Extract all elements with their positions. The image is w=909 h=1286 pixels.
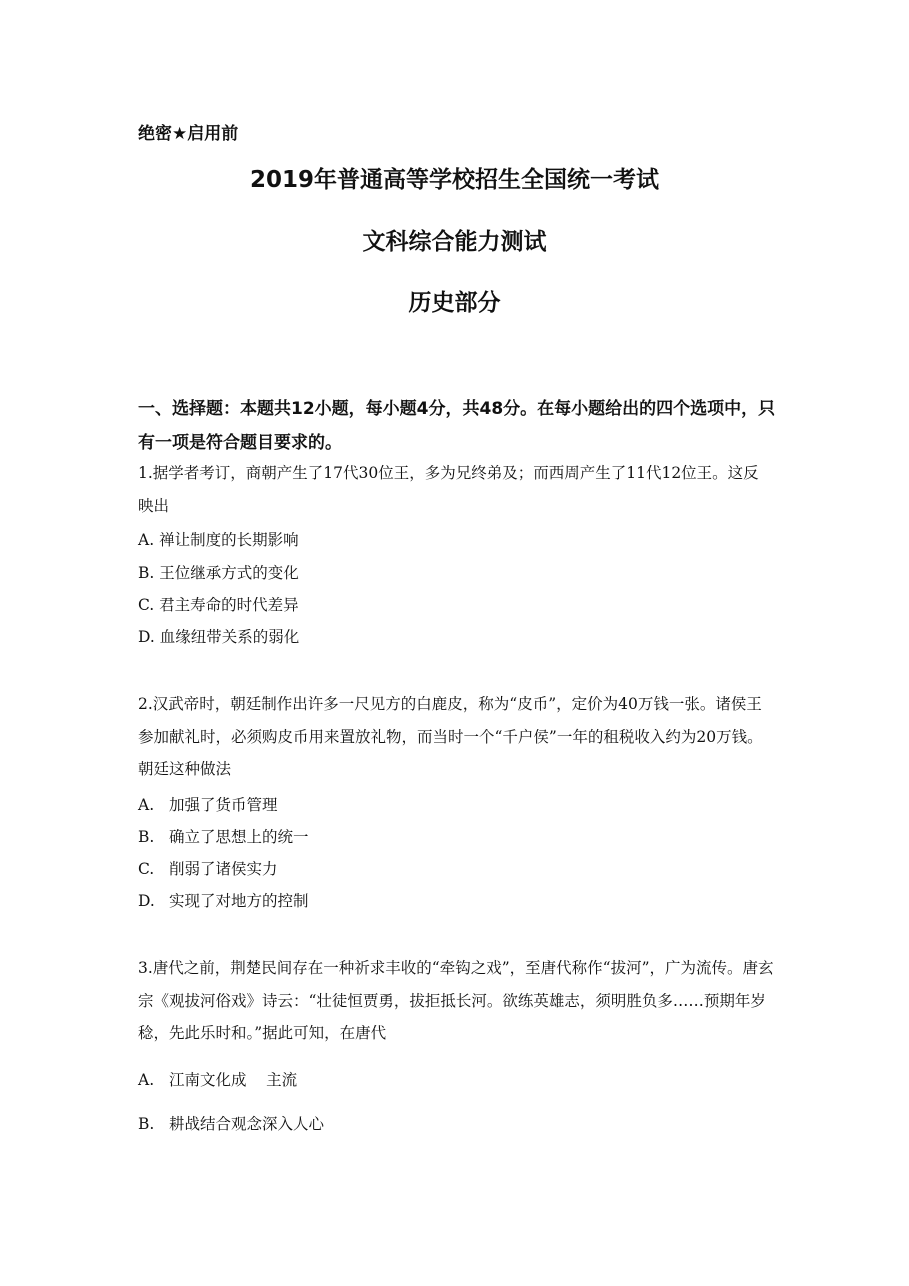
option-letter: A.: [138, 796, 155, 814]
option-text: 耕战结合观念深入人心: [168, 1115, 324, 1133]
question-3-stem: 3.唐代之前，荆楚民间存在一种祈求丰收的“牵钩之戏”，至唐代称作“拔河”，广为流传。唐玄宗《观拔河俗戏》诗云：“壮徒恒贾勇，拔拒抵长河。欲练英雄志，须明胜负多……预期年岁稔，先此乐时和。”据此可知，在唐代: [138, 959, 774, 1042]
question-1-option-c: [138, 594, 299, 616]
option-letter: D.: [138, 892, 155, 910]
option-letter: B.: [138, 564, 155, 582]
option-letter: D.: [138, 628, 155, 646]
option-letter: B.: [138, 1115, 155, 1133]
option-text: 确立了思想上的统一: [168, 828, 309, 846]
exam-title: 2019年普通高等学校招生全国统一考试: [249, 167, 659, 193]
option-text: 禅让制度的长期影响: [159, 531, 299, 549]
question-2-option-d: [138, 890, 308, 912]
question-2-option-b: [138, 826, 308, 848]
question-1-option-b: [138, 562, 299, 584]
question-2-option-a: [138, 794, 277, 816]
option-text: 削弱了诸侯实力: [168, 860, 278, 878]
option-text: 江南文化成 主流: [168, 1071, 298, 1089]
question-3-option-b: [138, 1113, 324, 1135]
option-text: 实现了对地方的控制: [168, 892, 309, 910]
question-3-option-a: [138, 1069, 297, 1091]
option-letter: A.: [138, 531, 155, 549]
option-letter: A.: [138, 1071, 155, 1089]
option-text: 加强了货币管理: [168, 796, 278, 814]
confidential-label: 绝密★启用前: [138, 124, 239, 144]
option-letter: C.: [138, 860, 155, 878]
exam-part-title: 历史部分: [408, 290, 501, 316]
question-1-option-a: [138, 529, 299, 551]
question-1-option-d: [138, 626, 299, 648]
section-heading: 一、选择题：本题共12小题，每小题4分，共48分。在每小题给出的四个选项中，只有一项是符合题目要求的。: [138, 399, 776, 453]
option-text: 王位继承方式的变化: [159, 564, 299, 582]
option-text: 君主寿命的时代差异: [159, 596, 299, 614]
exam-subtitle: 文科综合能力测试: [362, 229, 547, 255]
question-2-option-c: [138, 858, 277, 880]
option-letter: C.: [138, 596, 155, 614]
option-letter: B.: [138, 828, 155, 846]
option-text: 血缘纽带关系的弱化: [159, 628, 300, 646]
question-2-stem: 2.汉武帝时，朝廷制作出许多一尺见方的白鹿皮，称为“皮币”，定价为40万钱一张。诸侯王参加献礼时，必须购皮币用来置放礼物，而当时一个“千户侯”一年的租税收入约为20万钱。朝廷这种做法: [138, 695, 763, 778]
question-1-stem: 1.据学者考订，商朝产生了17代30位王，多为兄终弟及；而西周产生了11代12位王。这反映出: [138, 464, 759, 515]
